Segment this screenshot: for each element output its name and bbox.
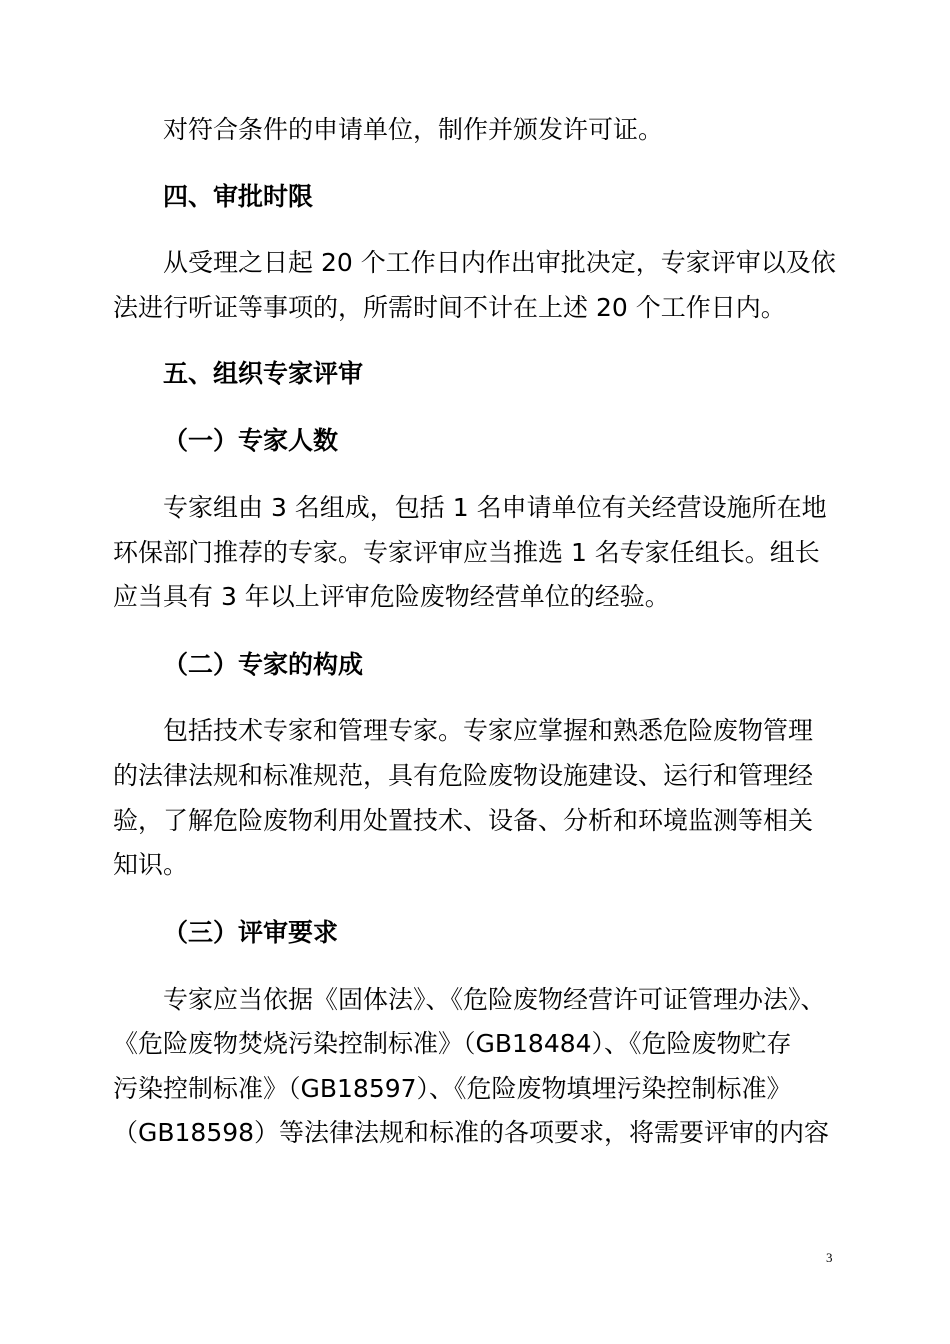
subheading-expert-composition: （二）专家的构成 — [163, 650, 364, 679]
paragraph-line: 包括技术专家和管理专家。专家应掌握和熟悉危险废物管理 — [163, 716, 814, 745]
paragraph-line: 污染控制标准》（GB18597）、《危险废物填埋污染控制标准》 — [113, 1074, 792, 1103]
paragraph-line: 法进行听证等事项的，所需时间不计在上述 20 个工作日内。 — [113, 293, 786, 322]
paragraph-line: 《危险废物焚烧污染控制标准》（GB18484）、《危险废物贮存 — [113, 1029, 792, 1058]
paragraph-line: 验，了解危险废物利用处置技术、设备、分析和环境监测等相关 — [113, 806, 814, 835]
paragraph-line: 知识。 — [113, 850, 189, 879]
paragraph-line: 应当具有 3 年以上评审危险废物经营单位的经验。 — [113, 582, 670, 611]
section-heading-approval-time-limit: 四、审批时限 — [163, 182, 314, 211]
paragraph-line: 专家组由 3 名组成，包括 1 名申请单位有关经营设施所在地 — [163, 493, 827, 522]
section-heading-expert-review: 五、组织专家评审 — [163, 359, 364, 388]
paragraph-line: 对符合条件的申请单位，制作并颁发许可证。 — [163, 115, 664, 144]
paragraph-line: 从受理之日起 20 个工作日内作出审批决定，专家评审以及依 — [163, 248, 836, 277]
paragraph-line: 环保部门推荐的专家。专家评审应当推选 1 名专家任组长。组长 — [113, 538, 820, 567]
paragraph-line: （GB18598）等法律法规和标准的各项要求，将需要评审的内容 — [113, 1118, 830, 1147]
subheading-review-requirements: （三）评审要求 — [163, 918, 339, 947]
paragraph-line: 的法律法规和标准规范，具有危险废物设施建设、运行和管理经 — [113, 761, 814, 790]
page-number: 3 — [826, 1250, 833, 1265]
paragraph-line: 专家应当依据《固体法》、《危险废物经营许可证管理办法》、 — [163, 985, 826, 1014]
subheading-number-of-experts: （一）专家人数 — [163, 426, 339, 455]
